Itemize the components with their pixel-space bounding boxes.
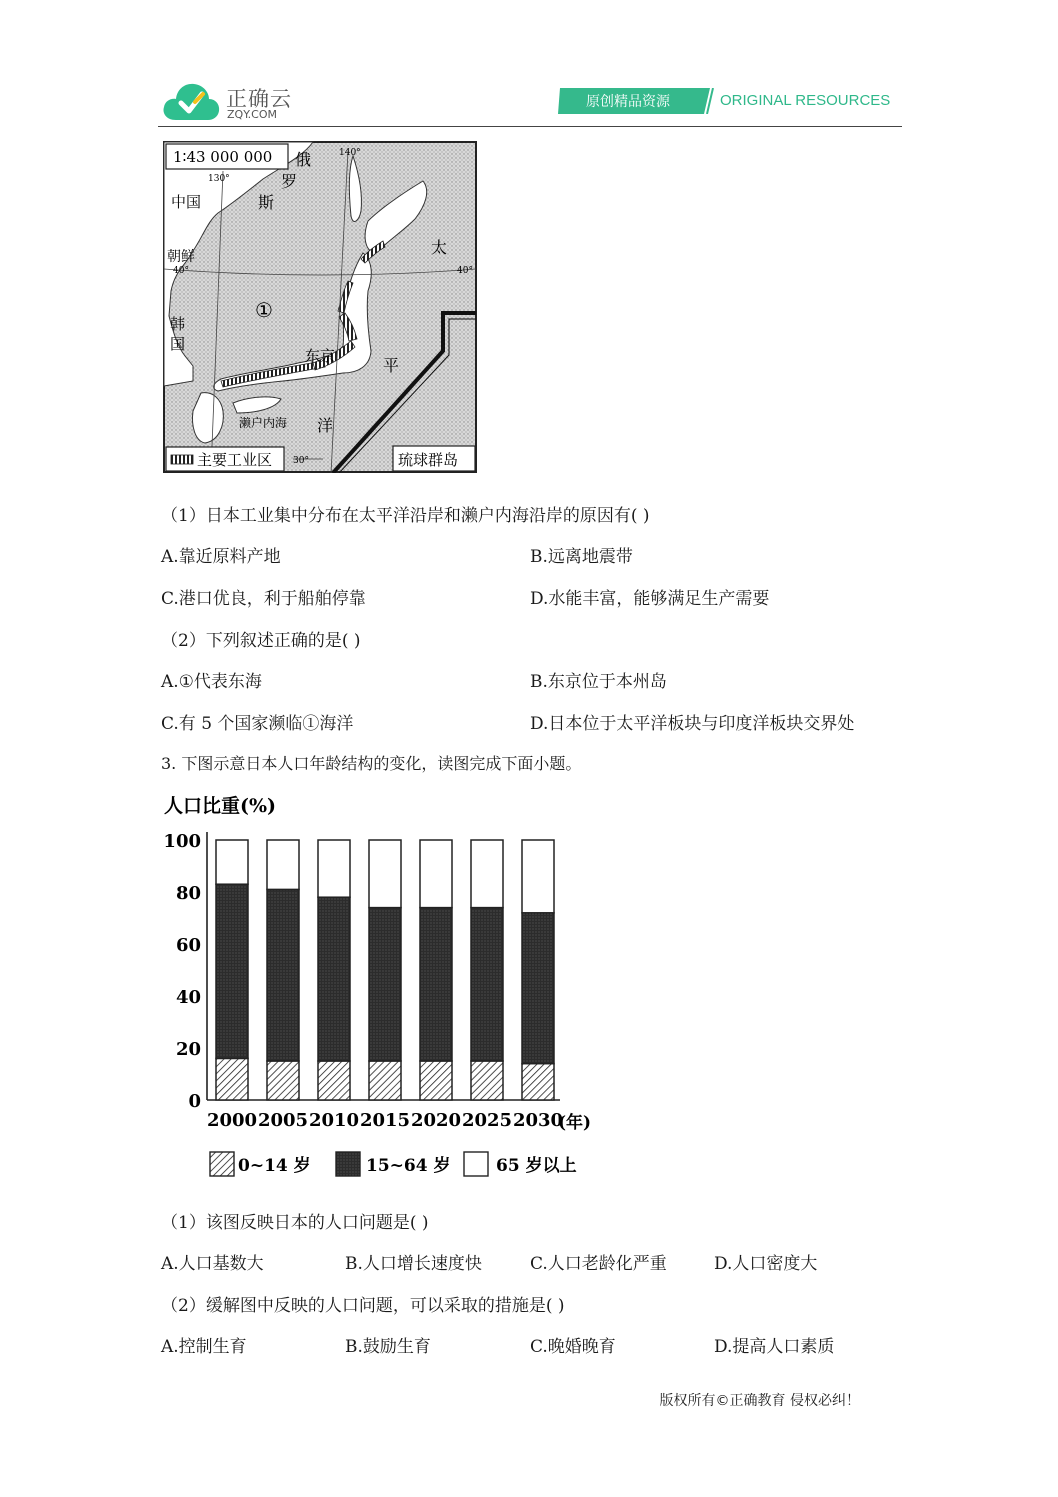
y-tick-label: 40 bbox=[175, 987, 201, 1008]
q2-sub2-stem: （2）下列叙述正确的是( ) bbox=[161, 631, 361, 651]
y-tick-label: 60 bbox=[175, 935, 201, 956]
q3-stem: 3. 下图示意日本人口年龄结构的变化，读图完成下面小题。 bbox=[161, 754, 582, 773]
map-label-north-korea: 朝鲜 bbox=[167, 249, 195, 265]
bar-segment-65-plus bbox=[216, 840, 248, 884]
lon-140-label: 140° bbox=[339, 148, 361, 158]
x-tick-label: 2020 bbox=[410, 1110, 462, 1131]
q2-sub1-option-b[interactable]: B.远离地震带 bbox=[530, 547, 633, 567]
q3-sub1-option-d[interactable]: D.人口密度大 bbox=[714, 1254, 818, 1274]
bar-segment-0-14 bbox=[369, 1061, 401, 1100]
q3-sub2-option-a[interactable]: A.控制生育 bbox=[161, 1337, 247, 1357]
map-scale: 1∶43 000 000 bbox=[173, 148, 273, 166]
bar-segment-0-14 bbox=[471, 1061, 503, 1100]
x-tick-label: 2000 bbox=[206, 1110, 258, 1131]
q3-sub1-option-a[interactable]: A.人口基数大 bbox=[161, 1254, 264, 1274]
map-label-sea-1: ① bbox=[255, 298, 273, 322]
banner-en: ORIGINAL RESOURCES bbox=[720, 92, 891, 109]
q2-sub1-option-c[interactable]: C.港口优良，利于船舶停靠 bbox=[161, 589, 366, 609]
map-label-russia-3: 斯 bbox=[258, 193, 275, 212]
legend-swatch-15-64 bbox=[336, 1152, 360, 1176]
y-tick-label: 80 bbox=[175, 883, 201, 904]
bar-segment-0-14 bbox=[318, 1061, 350, 1100]
population-chart bbox=[160, 790, 600, 1185]
bar-segment-15-64 bbox=[216, 884, 248, 1058]
bar-segment-15-64 bbox=[267, 889, 299, 1061]
x-tick-label: 2025 bbox=[461, 1110, 513, 1131]
banner-cn: 原创精品资源 bbox=[586, 94, 670, 110]
q2-sub1-option-d[interactable]: D.水能丰富，能够满足生产需要 bbox=[530, 589, 770, 609]
q2-sub1-option-a[interactable]: A.靠近原料产地 bbox=[161, 547, 281, 567]
x-tick-label: 2005 bbox=[257, 1110, 309, 1131]
q2-sub2-option-a[interactable]: A.①代表东海 bbox=[161, 672, 262, 692]
y-tick-label: 100 bbox=[163, 831, 201, 852]
bar-segment-0-14 bbox=[522, 1064, 554, 1100]
legend-label-0-14: 0~14 岁 bbox=[238, 1156, 311, 1176]
bar-segment-65-plus bbox=[522, 840, 554, 913]
lon-130-label: 130° bbox=[208, 174, 230, 184]
map-inset-label: 琉球群岛 bbox=[398, 451, 459, 469]
bar-segment-15-64 bbox=[471, 908, 503, 1061]
lat-30-label: 30° bbox=[293, 456, 309, 466]
map-label-russia-2: 罗 bbox=[281, 172, 298, 191]
q3-sub2-option-d[interactable]: D.提高人口素质 bbox=[714, 1337, 835, 1357]
bar-segment-15-64 bbox=[420, 908, 452, 1061]
map-label-pacific-1: 太 bbox=[431, 238, 448, 257]
bar-segment-65-plus bbox=[267, 840, 299, 889]
lat-40-right-label: 40° bbox=[457, 266, 473, 276]
x-tick-label: 2010 bbox=[308, 1110, 360, 1131]
q3-sub2-option-c[interactable]: C.晚婚晚育 bbox=[530, 1337, 616, 1357]
x-tick-label: 2030 bbox=[512, 1110, 564, 1131]
map-label-pacific-2: 平 bbox=[383, 356, 400, 375]
q2-sub2-option-d[interactable]: D.日本位于太平洋板块与印度洋板块交界处 bbox=[530, 714, 855, 734]
q2-sub2-option-c[interactable]: C.有 5 个国家濒临①海洋 bbox=[161, 714, 354, 734]
y-tick-label: 20 bbox=[175, 1039, 201, 1060]
legend-industry-swatch bbox=[171, 455, 193, 464]
q3-sub1-stem: （1）该图反映日本的人口问题是( ) bbox=[161, 1213, 429, 1233]
map-legend: 主要工业区 bbox=[197, 451, 273, 469]
header-rule bbox=[158, 126, 902, 127]
chart-ylabel: 人口比重(%) bbox=[164, 795, 277, 817]
bar-segment-65-plus bbox=[318, 840, 350, 897]
bar-segment-15-64 bbox=[369, 908, 401, 1061]
logo-domain: ZQY.COM bbox=[227, 108, 278, 121]
y-tick-label: 0 bbox=[188, 1091, 201, 1112]
q2-sub1-stem: （1）日本工业集中分布在太平洋沿岸和濑户内海沿岸的原因有( ) bbox=[161, 506, 650, 526]
logo-text: 正确云 bbox=[226, 87, 292, 111]
map-label-russia-1: 俄 bbox=[295, 150, 312, 169]
bar-segment-15-64 bbox=[522, 913, 554, 1064]
map-label-china: 中国 bbox=[171, 193, 202, 211]
legend-swatch-0-14 bbox=[210, 1152, 234, 1176]
bar-segment-65-plus bbox=[420, 840, 452, 908]
x-tick-label: 2015 bbox=[359, 1110, 411, 1131]
map-label-seto: 濑户内海 bbox=[239, 416, 288, 430]
japan-map bbox=[163, 141, 477, 473]
bar-segment-0-14 bbox=[420, 1061, 452, 1100]
legend-label-65-plus: 65 岁以上 bbox=[496, 1156, 577, 1176]
bar-segment-15-64 bbox=[318, 897, 350, 1061]
bar-segment-0-14 bbox=[267, 1061, 299, 1100]
bar-segment-0-14 bbox=[216, 1058, 248, 1100]
footer-copyright: 版权所有©正确教育 侵权必纠！ bbox=[659, 1393, 860, 1409]
q3-sub1-option-b[interactable]: B.人口增长速度快 bbox=[345, 1254, 482, 1274]
map-label-south-korea-2: 国 bbox=[170, 335, 186, 353]
q3-sub1-option-c[interactable]: C.人口老龄化严重 bbox=[530, 1254, 667, 1274]
map-label-south-korea-1: 韩 bbox=[170, 315, 186, 333]
map-label-pacific-3: 洋 bbox=[317, 416, 334, 435]
chart-xlabel: (年) bbox=[558, 1113, 592, 1133]
bar-segment-65-plus bbox=[369, 840, 401, 908]
q2-sub2-option-b[interactable]: B.东京位于本州岛 bbox=[530, 672, 667, 692]
lat-40-label: 40° bbox=[173, 266, 189, 276]
logo-cloud-icon bbox=[162, 80, 220, 122]
legend-label-15-64: 15~64 岁 bbox=[366, 1156, 451, 1176]
legend-swatch-65-plus bbox=[464, 1152, 488, 1176]
q3-sub2-option-b[interactable]: B.鼓励生育 bbox=[345, 1337, 431, 1357]
bar-segment-65-plus bbox=[471, 840, 503, 908]
map-label-tokyo: 东京 bbox=[305, 347, 336, 365]
q3-sub2-stem: （2）缓解图中反映的人口问题，可以采取的措施是( ) bbox=[161, 1296, 565, 1316]
